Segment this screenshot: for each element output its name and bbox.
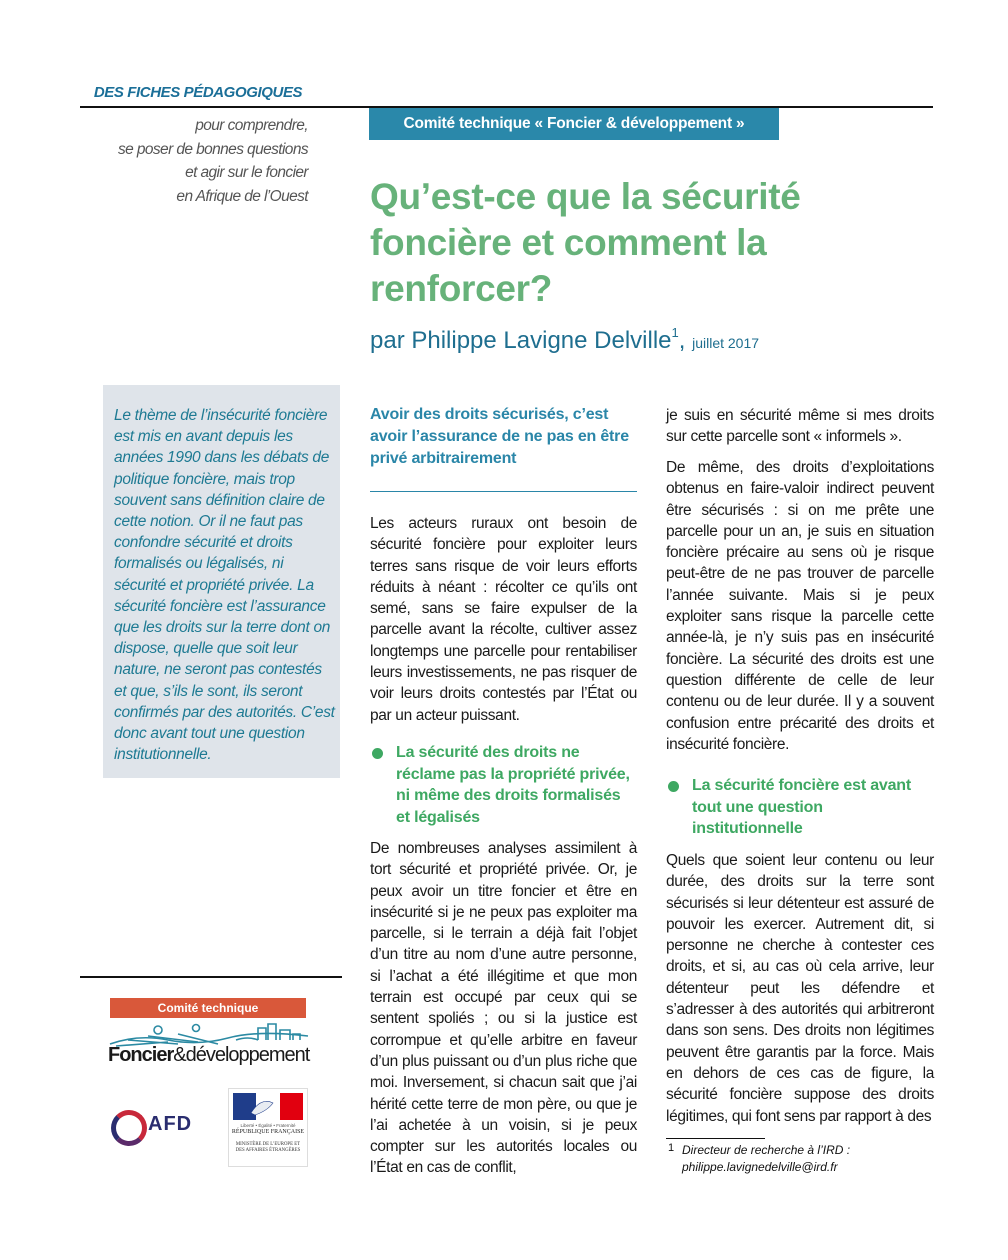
subheading-2: La sécurité foncière est avant tout une question institutionnelle (692, 777, 911, 837)
logo-banner: Comité technique (110, 998, 306, 1018)
footnote-ref[interactable]: 1 (671, 325, 679, 340)
footnote-divider (666, 1138, 765, 1139)
sub1-paragraph-1: De nombreuses analyses assimilent à tort sécurité et propriété privée. Or, je peux avoir un titre foncier et être en insécurité si je ne peux pas exploiter ma parcelle, si le terrain a déjà fait l’objet d’un titre au nom d’une autre personne, si l’achat a été illégitime et que mon terrain est occupé par ceux qui se sentent spoliés ; ou si la justice est corrompue et qu’elle arbitre en faveur d’un plus puissant ou d’un plus riche que moi. Inversement, si chacun sait que j’ai hérité cette terre de mon père, ou que je l’ai achetée à un voisin, si je peux compter sur les autorités locales ou l’État en cas de conflit, (370, 840, 637, 1177)
logo-text-bold: Foncier (108, 1044, 174, 1066)
footnote (668, 1142, 933, 1176)
footnote-text: Directeur de recherche à l’IRD : (682, 1143, 851, 1157)
rf-name: RÉPUBLIQUE FRANÇAISE (231, 1129, 305, 1135)
logo-text-light: &développement (173, 1044, 310, 1066)
sub1-paragraph-1-continued: je suis en sécurité même si mes droits sur cette parcelle sont « informels ». (666, 407, 934, 446)
sub2-paragraph-1: Quels que soient leur contenu ou leur durée, des droits sur la terre sont sécurisés si leur détenteur est assuré de pouvoir les exercer. Autrement dit, si personne ne cherche à contester ces droits, et si, au cas où cela arrive, leur détenteur peut les défendre et s’adresser à des autorités qui arbitreront dans son sens. Des droits non légitimes peuvent être garantis par la force. Mais en dehors de ces cas de figure, la sécurité foncière suppose des droits légitimes, qui font sens par rapport à des (666, 852, 934, 1125)
tagline-line: se poser de bonnes questions (117, 140, 308, 158)
tagline-line: et agir sur le foncier (185, 164, 308, 181)
section-heading-underline (370, 491, 637, 492)
author-name: par Philippe Lavigne Delville (370, 327, 672, 354)
afd-logo-text: AFD (148, 1113, 193, 1135)
tagline-line: pour comprendre, (195, 117, 308, 134)
footnote-number: 1 (668, 1142, 675, 1154)
sub1-paragraph-2: De même, des droits d’exploitations obtenus en faire-valoir indirect peuvent être sécurisés : si on me prête une parcelle pour un an, je suis en situation foncière précaire au sens où je risque peut-être de ne pas trouver de parcelle l’année suivante. Mais si je peux exploiter sans risque la parcelle cette année-là, je n’y suis pas en insécurité foncière. La sécurité des droits est une question différente de celle de leur contenu ou de leur durée. Il y a souvent confusion entre précarité des droits et insécurité foncière. (666, 459, 934, 753)
abstract-text: Le thème de l’insécurité foncière est mis en avant depuis les années 1990 dans les débats de politique foncière, mais trop souvent sans définition claire de cette notion. Or il ne faut pas confondre sécurité et droits formalisés ou légalisés, ni sécurité et propriété privée. La sécurité foncière est l’assurance que les droits sur la terre dont on dispose, quelle que soit leur nature, ne seront pas contestés et que, s’ils le sont, ils seront confirmés par des autorités. C’est donc avant tout une question institutionnelle. (114, 407, 335, 764)
marianne-flag-icon (233, 1093, 303, 1120)
republique-francaise-logo (228, 1088, 308, 1167)
footnote-email[interactable]: philippe.lavignedelville@ird.fr (682, 1160, 838, 1174)
publication-date: juillet 2017 (692, 335, 760, 351)
rf-ministry: MINISTÈRE DE L’EUROPE ET DES AFFAIRES ÉTRANGÈRES (235, 1142, 301, 1153)
section-heading: Avoir des droits sécurisés, c’est avoir l’assurance de ne pas en être privé arbitrairement (370, 406, 629, 467)
intro-paragraph: Les acteurs ruraux ont besoin de sécurité foncière pour exploiter leurs terres sans risque de voir leurs efforts réduits à néant : récolter ce qu’ils ont semé, sans se faire expulser de la parcelle avant la récolte, cultiver assez longtemps une parcelle pour rentabiliser leurs investissements, ne pas risquer de voir leurs droits contestés par l’État ou par un acteur puissant. (370, 515, 637, 724)
byline: par Philippe Lavigne Delville$^1$, juillet 2017 (370, 325, 760, 354)
afd-ring-icon (111, 1110, 147, 1146)
tagline-line: en Afrique de l’Ouest (176, 187, 308, 205)
subheading-1: La sécurité des droits ne réclame pas la propriété privée, ni même des droits formalisés et légalisés (396, 744, 630, 826)
series-tagline (80, 114, 316, 208)
foncier-developpement-logo (108, 1044, 309, 1067)
rf-motto: Liberté • Égalité • Fraternité (240, 1123, 296, 1128)
series-title: DES FICHES PÉDAGOGIQUES (93, 84, 303, 101)
logos-divider (80, 976, 342, 978)
bullet-icon (668, 781, 679, 792)
article-title: Qu’est-ce que la sécurité foncière et comment la renforcer? (370, 176, 801, 309)
bullet-icon (372, 748, 383, 759)
committee-banner: Comité technique « Foncier & développement » (369, 108, 779, 140)
